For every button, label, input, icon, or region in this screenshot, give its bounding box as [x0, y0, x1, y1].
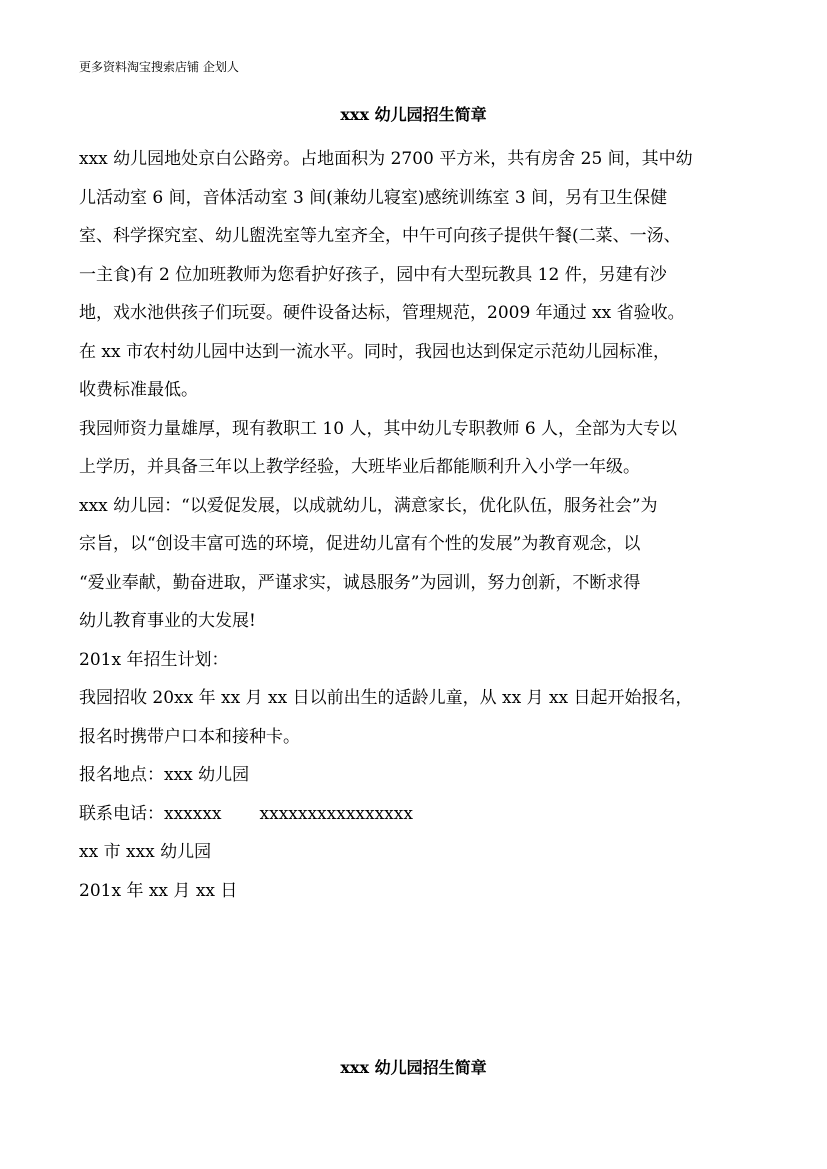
contact-label: 联系电话：xxxxxx	[79, 803, 222, 824]
text-line: “爱业奉献，勤奋进取，严谨求实，诚恳服务”为园训，努力创新，不断求得	[79, 572, 641, 593]
text-line: xx 市 xxx 幼儿园	[79, 842, 212, 862]
text-line: 一主食)有 2 位加班教师为您看护好孩子，园中有大型玩教具 12 件，另建有沙	[79, 264, 667, 285]
text-line: 宗旨，以“创设丰富可选的环境，促进幼儿富有个性的发展”为教育观念，以	[79, 534, 641, 554]
contact-line	[79, 795, 751, 834]
text-line: 我园招收 20xx 年 xx 月 xx 日以前出生的适龄儿童，从 xx 月 xx 日起开始报名，	[79, 688, 693, 708]
contact-phone	[79, 795, 751, 834]
teachers-paragraph	[79, 410, 751, 487]
text-line: 在 xx 市农村幼儿园中达到一流水平。同时，我园也达到保定示范幼儿园标准，	[79, 341, 670, 362]
text-line: 上学历，并具备三年以上教学经验，大班毕业后都能顺利升入小学一年级。	[79, 457, 640, 477]
contact-number: xxxxxxxxxxxxxxxx	[259, 803, 413, 824]
plan-heading	[79, 641, 751, 680]
text-line: 201x 年 xx 月 xx 日	[79, 880, 238, 901]
text-line: 地，戏水池供孩子们玩耍。硬件设备达标，管理规范，2009 年通过 xx 省验收。	[79, 303, 685, 323]
text-line: xxx 幼儿园：“以爱促发展，以成就幼儿，满意家长，优化队伍，服务社会”为	[79, 495, 658, 516]
text-line: 幼儿教育事业的大发展!	[79, 611, 256, 631]
text-line: 收费标准最低。	[79, 380, 198, 400]
text-line: 我园师资力量雄厚，现有教职工 10 人，其中幼儿专职教师 6 人，全部为大专以	[79, 418, 678, 439]
plan-paragraph	[79, 679, 751, 756]
text-line: xxx 幼儿园地处京白公路旁。占地面积为 2700 平方米，共有房舍 25 间，其中幼	[79, 149, 693, 169]
location-line	[79, 756, 751, 795]
document-title-repeat: xxx 幼儿园招生简章	[340, 1058, 487, 1077]
text-line: 儿活动室 6 间，音体活动室 3 间(兼幼儿寝室)感统训练室 3 间，另有卫生保健	[79, 187, 668, 208]
signature-date	[79, 872, 751, 911]
philosophy-paragraph	[79, 487, 751, 641]
signature-org	[79, 833, 751, 872]
text-line: 201x 年招生计划：	[79, 649, 229, 670]
text-line: 室、科学探究室、幼儿盥洗室等九室齐全，中午可向孩子提供午餐(二菜、一汤、	[79, 226, 681, 246]
text-line: 报名时携带户口本和接种卡。	[79, 726, 300, 747]
intro-paragraph	[79, 140, 751, 410]
header-note: 更多资料淘宝搜索店铺 企划人	[79, 60, 239, 74]
document-title: xxx 幼儿园招生简章	[340, 105, 487, 124]
text-line: 报名地点：xxx 幼儿园	[79, 765, 250, 785]
document-body	[79, 140, 751, 910]
